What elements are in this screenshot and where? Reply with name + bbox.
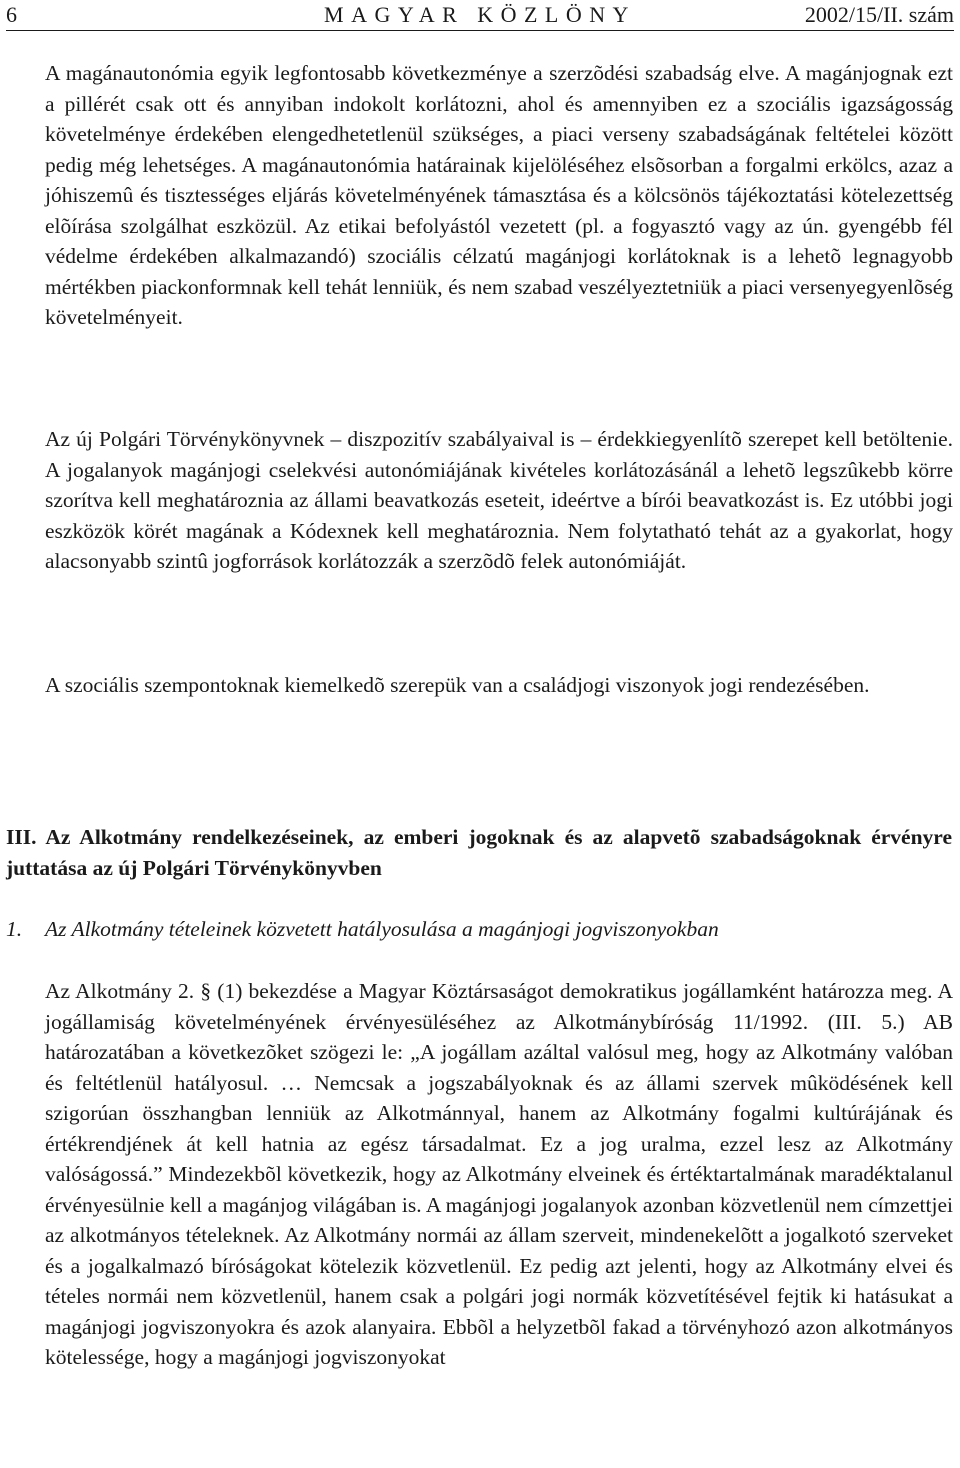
publication-title: MAGYAR KÖZLÖNY: [324, 2, 636, 27]
subsection-title: Az Alkotmány tételeinek közvetett hatályosulása a magánjogi jogviszonyokban: [45, 917, 719, 941]
page-header: [6, 0, 954, 31]
paragraph-family-law: A szociális szempontoknak kiemelkedõ szerepük van a családjogi viszonyok jogi rendezésében.: [45, 673, 870, 697]
paragraph-constitution: Az Alkotmány 2. § (1) bekezdése a Magyar Köztársaságot demokratikus jogállamként határozza meg. A jogállamiság követelményének érvényesüléséhez az Alkotmánybíróság 11/1992. (III. 5.) AB határozatában a következõket szögezi le: „A jogállam azáltal valósul meg, hogy az Alkotmány valóban és feltétlenül hatályosul. … Nemcsak a jogszabályoknak és az állami szervek mûködésének kell szigorúan összhangban lenniük az Alkotmánnyal, hanem az Alkotmány fogalmi kultúrájának és értékrendjének át kell hatnia az egész társadalmat. Ez a jog uralma, ezzel lesz az Alkotmány valóságossá.” Mindezekbõl következik, hogy az Alkotmány elveinek és értéktartalmának maradéktalanul érvényesülnie kell a magánjog világában is. A magánjogi jogalanyok azonban közvetlenül nem címzettjei az alkotmányos tételeknek. Az Alkotmány normái az állam szerveit, mindenekelõtt a jogalkotó szerveket és a jogalkalmazó bíróságokat kötelezik közvetlenül. Ez pedig azt jelenti, hogy az Alkotmány elvei és tételes normái nem közvetlenül, hanem csak a polgári jogi normák közvetítésével fejtik ki hatásukat a magánjogi jogviszonyokra és azok alanyaira. Ebbõl a helyzetbõl fakad a törvényhozó azon alkotmányos kötelessége, hogy a magánjogi jogviszonyokat: [45, 979, 953, 1369]
section-heading: III. Az Alkotmány rendelkezéseinek, az emberi jogoknak és az alapvetõ szabadságoknak érvényre juttatása az új Polgári Törvénykönyvben: [6, 825, 952, 880]
subsection-number: 1.: [6, 917, 23, 941]
issue-number: 2002/15/II. szám: [804, 2, 954, 27]
page-number: 6: [6, 2, 17, 27]
subsection-heading: [6, 914, 952, 944]
paragraph-civil-code-role: Az új Polgári Törvénykönyvnek – diszpozitív szabályaival is – érdekkiegyenlítõ szerepet kell betöltenie. A jogalanyok magánjogi cselekvési autonómiájának kivételes korlátozásánál a lehetõ legszûkebb körre szorítva kell meghatároznia az állami beavatkozás eseteit, ideértve a bírói beavatkozást is. Ez utóbbi jogi eszközök körét magának a Kódexnek kell meghatároznia. Nem folytatható tehát az a gyakorlat, hogy alacsonyabb szintû jogforrások korlátozzák a szerzõdõ felek autonómiáját.: [45, 427, 953, 573]
paragraph-private-autonomy: A magánautonómia egyik legfontosabb következménye a szerzõdési szabadság elve. A magánjognak ezt a pillérét csak ott és annyiban indokolt korlátozni, ahol és amennyiben ez a szociális igazságosság követelménye érdekében elengedhetetlenül szükséges, a piaci verseny szabadságának feltételei között pedig még lehetséges. A magánautonómia határainak kijelöléséhez elsõsorban a forgalmi erkölcs, azaz a jóhiszemû és tisztességes eljárás követelményének támasztása és a kölcsönös tájékoztatási kötelezettség elõírása szolgálhat eszközül. Az etikai befolyástól vezetett (pl. a fogyasztó vagy az ún. gyengébb fél védelme érdekében alkalmazandó) szociális célzatú magánjogi korlátoknak is a lehetõ legnagyobb mértékben piackonformnak kell tehát lenniük, és nem szabad veszélyeztetniük a piaci versenyegyenlõség követelményeit.: [45, 61, 953, 329]
